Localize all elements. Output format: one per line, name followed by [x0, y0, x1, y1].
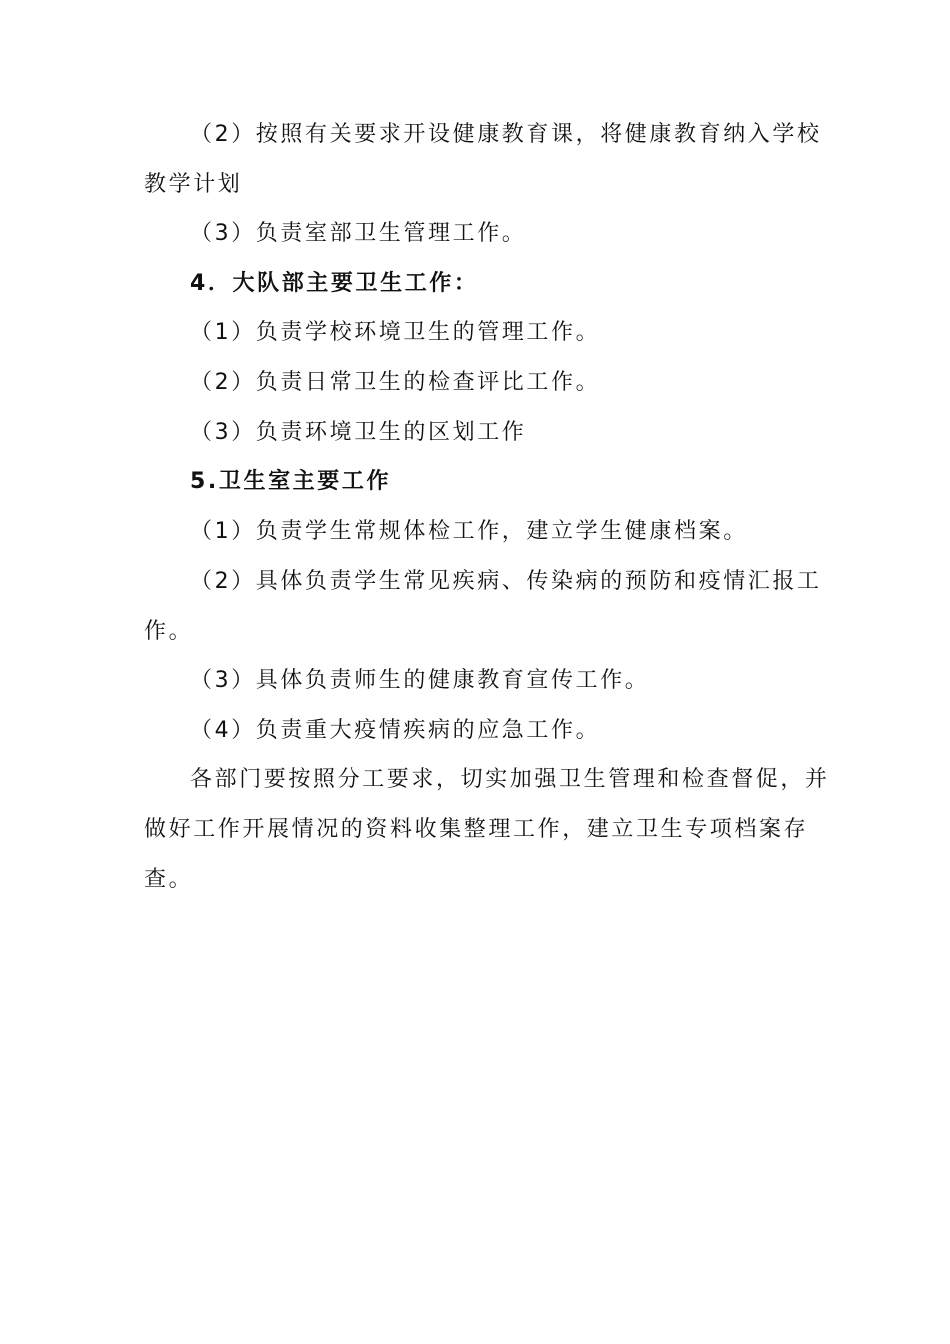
paragraph-line: 做好工作开展情况的资料收集整理工作，建立卫生专项档案存	[144, 817, 809, 842]
paragraph-line: （2）按照有关要求开设健康教育课，将健康教育纳入学校	[190, 122, 822, 147]
paragraph-line: （1）负责学校环境卫生的管理工作。	[190, 320, 601, 345]
paragraph-line: （2）具体负责学生常见疾病、传染病的预防和疫情汇报工	[190, 569, 822, 594]
paragraph-line: （3）负责环境卫生的区划工作	[190, 420, 527, 445]
paragraph-line: 各部门要按照分工要求，切实加强卫生管理和检查督促，并	[190, 767, 830, 792]
section-heading: 5.卫生室主要工作	[190, 469, 392, 494]
paragraph-line: （1）负责学生常规体检工作，建立学生健康档案。	[190, 519, 748, 544]
paragraph-line: （3）具体负责师生的健康教育宣传工作。	[190, 668, 650, 693]
section-heading: 4．大队部主要卫生工作：	[190, 271, 479, 296]
paragraph-line: 查。	[144, 867, 194, 892]
paragraph-line: （3）负责室部卫生管理工作。	[190, 221, 527, 246]
paragraph-line: 作。	[144, 619, 194, 644]
paragraph-line: （2）负责日常卫生的检查评比工作。	[190, 370, 601, 395]
paragraph-line: （4）负责重大疫情疾病的应急工作。	[190, 718, 601, 743]
paragraph-line: 教学计划	[144, 172, 243, 197]
